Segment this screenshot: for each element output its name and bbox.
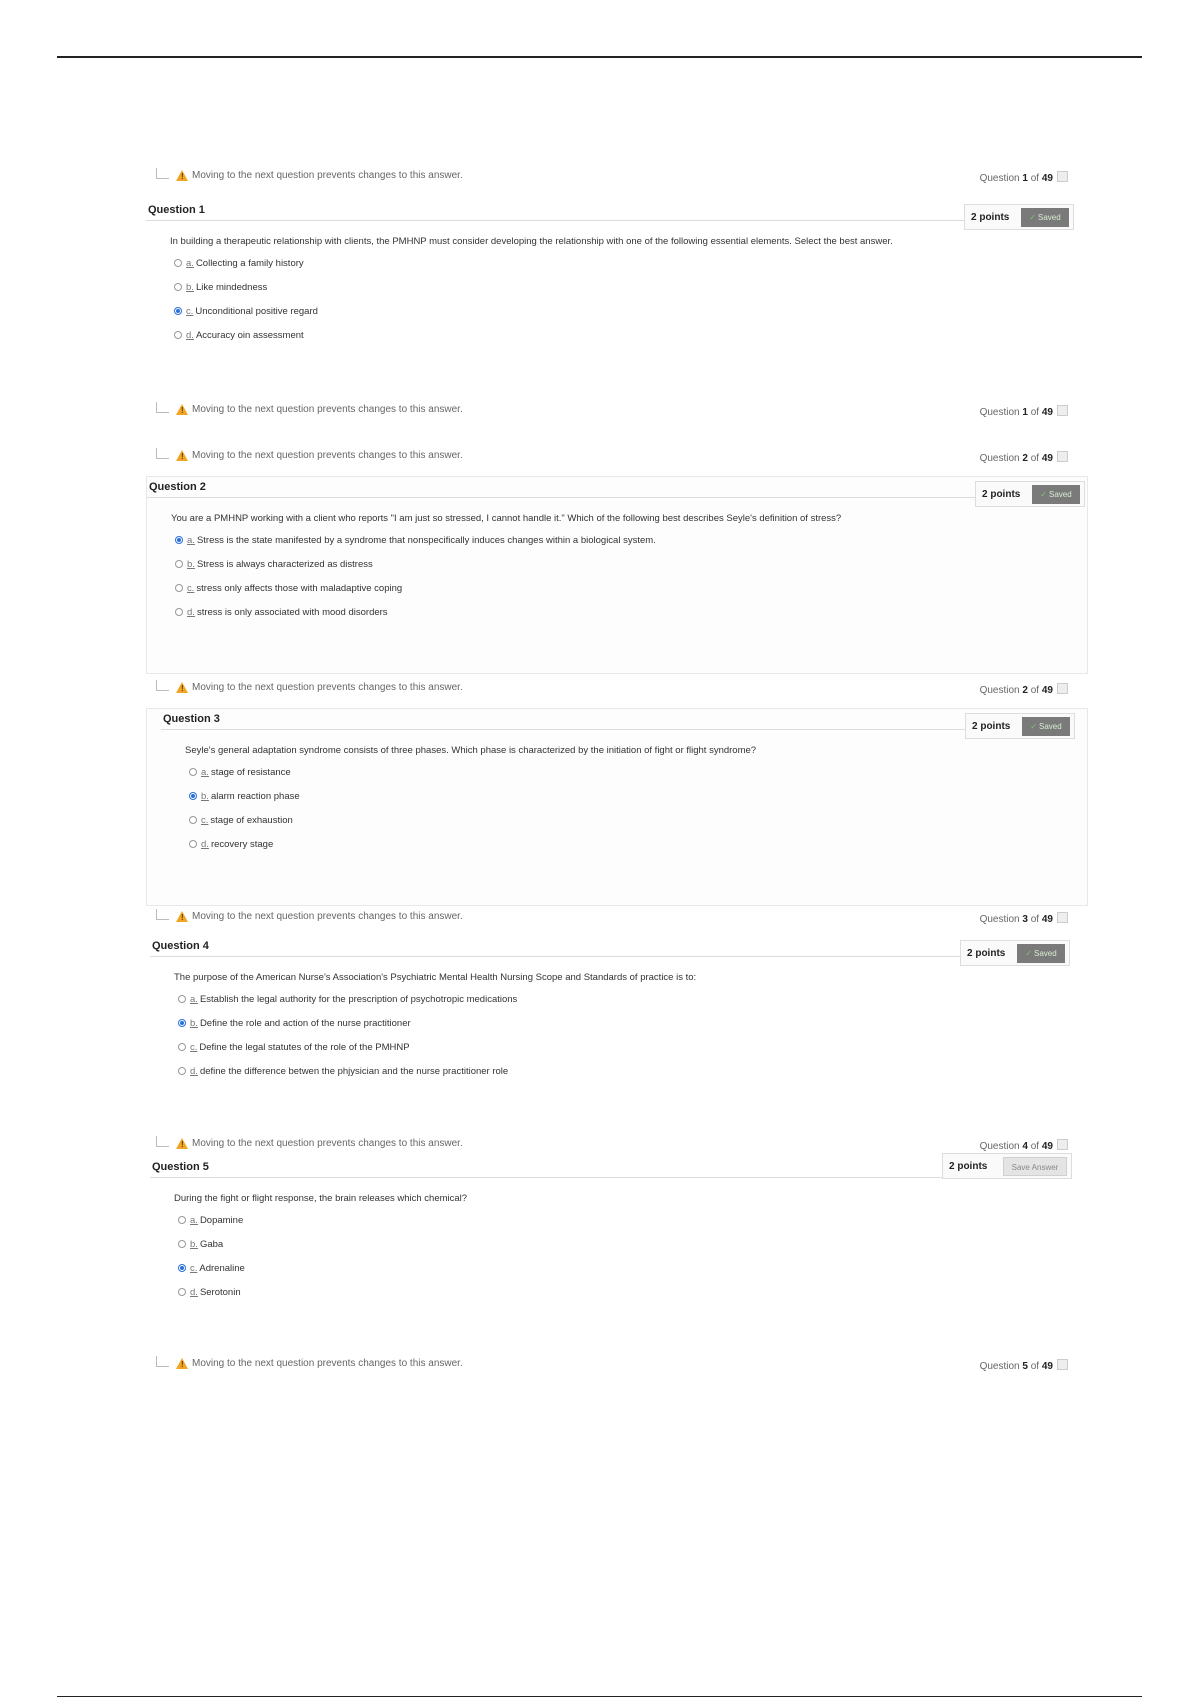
question-counter-total: 49: [1041, 1141, 1053, 1152]
return-arrow-icon: [156, 909, 169, 920]
option-letter: a.: [201, 767, 209, 778]
question-counter-current: 3: [1022, 914, 1028, 925]
points-box: [964, 204, 1074, 230]
saved-label: Saved: [1034, 949, 1057, 958]
warning-glyph: !: [181, 913, 184, 922]
option-text: Gaba: [199, 1239, 224, 1250]
question-title: Question 3: [163, 713, 220, 725]
option-letter: b.: [190, 1239, 198, 1250]
radio-button[interactable]: [174, 283, 182, 291]
question-header: [147, 477, 987, 498]
question-counter-total: 49: [1041, 1361, 1053, 1372]
warning-glyph: !: [181, 684, 184, 693]
radio-button[interactable]: [175, 560, 183, 568]
answer-option[interactable]: [178, 1018, 411, 1032]
answer-option[interactable]: [174, 330, 304, 344]
question-counter-label: Question: [979, 1361, 1023, 1372]
question-text: In building a therapeutic relationship with clients, the PMHNP must consider developing the relationship with one of the following essential elements. Select the best answer.: [170, 236, 893, 247]
question-counter-of: of: [1027, 453, 1042, 464]
option-letter: c.: [186, 306, 194, 317]
question-counter: [980, 683, 1068, 696]
return-arrow-icon: [156, 1136, 169, 1147]
question-title: Question 5: [152, 1161, 209, 1173]
answer-option[interactable]: [178, 1263, 245, 1277]
option-text: Unconditional positive regard: [195, 306, 318, 317]
option-letter: c.: [187, 583, 195, 594]
option-text: Stress is always characterized as distress: [196, 559, 373, 570]
saved-status-button[interactable]: [1021, 208, 1069, 227]
radio-button[interactable]: [189, 816, 197, 824]
question-counter-current: 5: [1022, 1361, 1028, 1372]
navigation-warning-bar: [150, 682, 1200, 698]
option-letter: b.: [201, 791, 209, 802]
navigation-warning-text: Moving to the next question prevents changes to this answer.: [192, 450, 463, 461]
next-question-button[interactable]: [1057, 1359, 1068, 1370]
return-arrow-icon: [156, 448, 169, 459]
return-arrow-icon: [156, 680, 169, 691]
answer-option[interactable]: [178, 1287, 241, 1301]
question-header: [161, 709, 987, 730]
saved-status-button[interactable]: [1017, 944, 1065, 963]
question-header: [150, 1157, 986, 1178]
navigation-warning-bar: [150, 911, 1200, 927]
page-top-rule: [57, 56, 1142, 58]
navigation-warning-text: Moving to the next question prevents changes to this answer.: [192, 170, 463, 181]
page-bottom-rule: [57, 1696, 1142, 1697]
navigation-warning-text: Moving to the next question prevents changes to this answer.: [192, 911, 463, 922]
warning-icon: [176, 170, 188, 181]
option-text: stress is only associated with mood disorders: [196, 607, 388, 618]
answer-option[interactable]: [178, 1239, 223, 1253]
checkmark-icon: ✓: [1040, 490, 1047, 499]
save-answer-button[interactable]: Save Answer: [1003, 1157, 1067, 1176]
question-counter-of: of: [1027, 914, 1042, 925]
saved-label: Saved: [1049, 490, 1072, 499]
radio-button[interactable]: [189, 840, 197, 848]
option-letter: d.: [187, 607, 195, 618]
question-counter-label: Question: [979, 407, 1023, 418]
option-text: Stress is the state manifested by a syndrome that nonspecifically induces changes within a biological system.: [196, 535, 656, 546]
option-text: recovery stage: [210, 839, 274, 850]
radio-button[interactable]: [178, 1264, 186, 1272]
question-counter-current: 1: [1022, 407, 1028, 418]
option-text: stress only affects those with maladaptive coping: [196, 583, 403, 594]
question-block: [146, 936, 1086, 1132]
points-label: 2 points: [949, 1161, 988, 1172]
checkmark-icon: ✓: [1029, 213, 1036, 222]
return-arrow-icon: [156, 402, 169, 413]
navigation-warning-text: Moving to the next question prevents changes to this answer.: [192, 1138, 463, 1149]
question-counter-total: 49: [1041, 407, 1053, 418]
option-text: Define the legal statutes of the role of the PMHNP: [199, 1042, 410, 1053]
question-counter-of: of: [1027, 685, 1042, 696]
option-text: Define the role and action of the nurse practitioner: [199, 1018, 411, 1029]
question-text: During the fight or flight response, the brain releases which chemical?: [174, 1193, 468, 1204]
question-counter-of: of: [1027, 173, 1042, 184]
question-counter-total: 49: [1041, 173, 1053, 184]
question-block: [146, 200, 1076, 350]
question-block: [146, 708, 1088, 906]
option-text: Like mindedness: [195, 282, 268, 293]
question-counter-current: 4: [1022, 1141, 1028, 1152]
warning-icon: [176, 682, 188, 693]
answer-option[interactable]: [174, 258, 304, 272]
question-counter: [980, 171, 1068, 184]
points-box: [965, 713, 1075, 739]
next-question-button[interactable]: [1057, 405, 1068, 416]
answer-option[interactable]: [178, 1215, 243, 1229]
option-letter: d.: [190, 1287, 198, 1298]
radio-button[interactable]: [174, 331, 182, 339]
navigation-warning-bar: [150, 1138, 1200, 1154]
radio-button[interactable]: [178, 1043, 186, 1051]
navigation-warning-bar: [150, 404, 1200, 420]
question-block: [146, 476, 1088, 674]
next-question-button[interactable]: [1057, 912, 1068, 923]
navigation-warning-text: Moving to the next question prevents changes to this answer.: [192, 1358, 463, 1369]
question-counter: [980, 405, 1068, 418]
answer-option[interactable]: [189, 815, 293, 829]
answer-option[interactable]: [189, 791, 300, 805]
points-label: 2 points: [967, 948, 1006, 959]
option-letter: b.: [190, 1018, 198, 1029]
next-question-button[interactable]: [1057, 171, 1068, 182]
saved-status-button[interactable]: [1032, 485, 1080, 504]
answer-option[interactable]: [189, 767, 291, 781]
warning-glyph: !: [181, 1140, 184, 1149]
option-letter: c.: [190, 1042, 198, 1053]
checkmark-icon: ✓: [1030, 722, 1037, 731]
next-question-button[interactable]: [1057, 451, 1068, 462]
warning-glyph: !: [181, 406, 184, 415]
radio-button[interactable]: [178, 1067, 186, 1075]
radio-button[interactable]: [174, 307, 182, 315]
option-text: define the difference betwen the phjysician and the nurse practitioner role: [199, 1066, 509, 1077]
option-text: Serotonin: [199, 1287, 241, 1298]
option-letter: c.: [190, 1263, 198, 1274]
question-header: [146, 200, 976, 221]
question-counter-label: Question: [979, 173, 1023, 184]
question-counter-current: 2: [1022, 685, 1028, 696]
return-arrow-icon: [156, 168, 169, 179]
question-text: The purpose of the American Nurse's Association's Psychiatric Mental Health Nursing Scope and Standards of practice is to:: [174, 972, 697, 983]
warning-icon: [176, 1138, 188, 1149]
question-header: [150, 936, 986, 957]
question-counter-total: 49: [1041, 914, 1053, 925]
radio-button[interactable]: [175, 536, 183, 544]
option-letter: c.: [201, 815, 209, 826]
saved-label: Saved: [1038, 213, 1061, 222]
saved-label: Saved: [1039, 722, 1062, 731]
saved-status-button[interactable]: [1022, 717, 1070, 736]
question-counter: [980, 912, 1068, 925]
option-text: stage of resistance: [210, 767, 291, 778]
option-text: alarm reaction phase: [210, 791, 300, 802]
points-label: 2 points: [982, 489, 1021, 500]
navigation-warning-text: Moving to the next question prevents changes to this answer.: [192, 404, 463, 415]
answer-option[interactable]: [174, 282, 267, 296]
question-counter-current: 1: [1022, 173, 1028, 184]
question-title: Question 1: [148, 204, 205, 216]
navigation-warning-bar: [150, 450, 1200, 466]
option-text: Accuracy oin assessment: [195, 330, 304, 341]
question-counter-total: 49: [1041, 685, 1053, 696]
radio-button[interactable]: [178, 1019, 186, 1027]
question-text: Seyle's general adaptation syndrome consists of three phases. Which phase is characterized by the initiation of fight or flight syndrome?: [185, 745, 757, 756]
radio-button[interactable]: [178, 995, 186, 1003]
warning-icon: [176, 404, 188, 415]
answer-option[interactable]: [175, 559, 373, 573]
question-counter-label: Question: [979, 685, 1023, 696]
warning-icon: [176, 911, 188, 922]
points-label: 2 points: [972, 721, 1011, 732]
answer-option[interactable]: [189, 839, 273, 853]
question-text: You are a PMHNP working with a client who reports "I am just so stressed, I cannot handle it." Which of the following best describes Seyle's definition of stress?: [171, 513, 842, 524]
option-letter: d.: [201, 839, 209, 850]
question-title: Question 2: [149, 481, 206, 493]
option-letter: b.: [186, 282, 194, 293]
return-arrow-icon: [156, 1356, 169, 1367]
option-letter: d.: [186, 330, 194, 341]
checkmark-icon: ✓: [1025, 949, 1032, 958]
option-text: Establish the legal authority for the prescription of psychotropic medications: [199, 994, 518, 1005]
radio-button[interactable]: [189, 792, 197, 800]
option-letter: b.: [187, 559, 195, 570]
question-counter-of: of: [1027, 1141, 1042, 1152]
radio-button[interactable]: [175, 584, 183, 592]
radio-button[interactable]: [189, 768, 197, 776]
warning-icon: [176, 1358, 188, 1369]
question-counter: [980, 1139, 1068, 1152]
warning-icon: [176, 450, 188, 461]
radio-button[interactable]: [178, 1240, 186, 1248]
points-label: 2 points: [971, 212, 1010, 223]
option-text: Collecting a family history: [195, 258, 304, 269]
question-counter-total: 49: [1041, 453, 1053, 464]
question-counter-label: Question: [979, 914, 1023, 925]
answer-option[interactable]: [178, 1066, 508, 1080]
next-question-button[interactable]: [1057, 683, 1068, 694]
points-box: [975, 481, 1085, 507]
answer-option[interactable]: [175, 607, 388, 621]
option-text: stage of exhaustion: [210, 815, 293, 826]
option-letter: d.: [190, 1066, 198, 1077]
answer-option[interactable]: [178, 994, 517, 1008]
question-counter-current: 2: [1022, 453, 1028, 464]
question-counter-label: Question: [979, 1141, 1023, 1152]
points-box: [942, 1153, 1072, 1179]
radio-button[interactable]: [178, 1288, 186, 1296]
warning-glyph: !: [181, 452, 184, 461]
option-letter: a.: [190, 1215, 198, 1226]
warning-glyph: !: [181, 172, 184, 181]
radio-button[interactable]: [175, 608, 183, 616]
answer-option[interactable]: [178, 1042, 410, 1056]
radio-button[interactable]: [178, 1216, 186, 1224]
question-counter: [980, 1359, 1068, 1372]
navigation-warning-bar: [150, 1358, 1200, 1374]
next-question-button[interactable]: [1057, 1139, 1068, 1150]
question-counter-of: of: [1027, 407, 1042, 418]
option-letter: a.: [187, 535, 195, 546]
question-counter-label: Question: [979, 453, 1023, 464]
option-letter: a.: [186, 258, 194, 269]
question-block: [146, 1157, 1086, 1347]
points-box: [960, 940, 1070, 966]
question-counter-of: of: [1027, 1361, 1042, 1372]
option-text: Dopamine: [199, 1215, 244, 1226]
navigation-warning-bar: [150, 170, 1200, 186]
answer-option[interactable]: [174, 306, 318, 320]
warning-glyph: !: [181, 1360, 184, 1369]
radio-button[interactable]: [174, 259, 182, 267]
option-text: Adrenaline: [199, 1263, 245, 1274]
question-counter: [980, 451, 1068, 464]
answer-option[interactable]: [175, 535, 656, 549]
answer-option[interactable]: [175, 583, 402, 597]
navigation-warning-text: Moving to the next question prevents changes to this answer.: [192, 682, 463, 693]
option-letter: a.: [190, 994, 198, 1005]
question-title: Question 4: [152, 940, 209, 952]
